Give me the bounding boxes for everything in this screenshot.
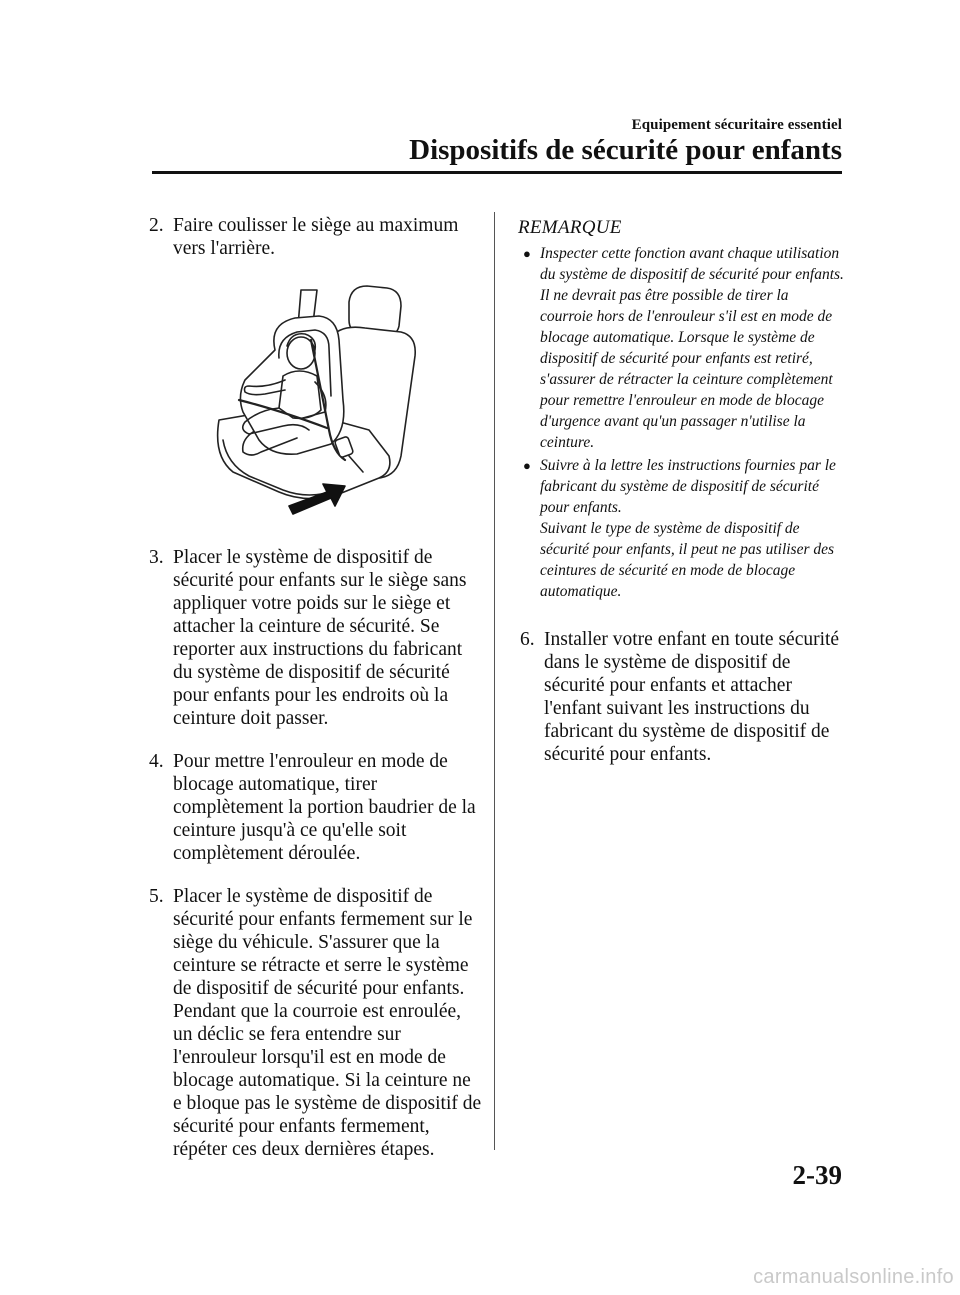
- page-number: 2-39: [792, 1160, 842, 1190]
- child-seat-illustration: [179, 280, 489, 522]
- bullet-icon: ●: [523, 458, 531, 473]
- note-item: [520, 243, 844, 453]
- column-divider: [494, 212, 495, 1150]
- step-6: [520, 628, 844, 766]
- step-3: [149, 546, 484, 730]
- step-text: Installer votre enfant en toute sécurité dans le système de dispositif de sécurité pour enfants et attacher l'enfant suivant les instructions du fabricant du système de dispositif de sécurité pour enfants.: [544, 629, 840, 765]
- bullet-icon: ●: [523, 246, 531, 261]
- note-item: [520, 455, 844, 602]
- header-divider: [152, 171, 842, 174]
- step-5: [149, 885, 484, 1161]
- section-subtitle: Equipement sécuritaire essentiel: [631, 117, 842, 133]
- step-text: Placer le système de dispositif de sécurité pour enfants fermement sur le siège du véhicule. S'assurer que la ceinture se rétracte et serre le système de dispositif de sécurité pour enfants. Pendant que la courroie est enroulée, un déclic se fera entendre sur l'enrouleur lorsqu'il est en mode de blocage automatique. Si la ceinture ne e bloque pas le système de dispositif de sécurité pour enfants fermement, répéter ces deux dernières étapes.: [173, 886, 482, 1160]
- step-4: [149, 750, 484, 865]
- step-number: 6.: [520, 629, 535, 650]
- step-number: 2.: [149, 215, 164, 236]
- step-text: Pour mettre l'enrouleur en mode de blocage automatique, tirer complètement la portion baudrier de la ceinture jusqu'à ce qu'elle soit complètement déroulée.: [173, 751, 476, 864]
- step-text: Placer le système de dispositif de sécurité pour enfants sur le siège sans appliquer votre poids sur le siège et attacher la ceinture de sécurité. Se reporter aux instructions du fabricant du système de dispositif de sécurité pour enfants pour les endroits où la ceinture doit passer.: [173, 547, 467, 729]
- note-text: Suivant le type de système de dispositif de sécurité pour enfants, il peut ne pas utiliser des ceintures de sécurité en mode de blocage automatique.: [540, 520, 835, 600]
- left-column: [149, 214, 484, 1181]
- watermark: carmanualsonline.info: [753, 1266, 954, 1288]
- step-number: 3.: [149, 547, 164, 568]
- step-2: [149, 214, 484, 260]
- note-text: Suivre à la lettre les instructions fournies par le fabricant du système de dispositif de sécurité pour enfants.: [540, 457, 836, 516]
- page-title: Dispositifs de sécurité pour enfants: [409, 134, 842, 166]
- note-list: [520, 243, 844, 602]
- step-number: 5.: [149, 886, 164, 907]
- note-heading: REMARQUE: [518, 217, 622, 238]
- step-text: Faire coulisser le siège au maximum vers l'arrière.: [173, 215, 459, 259]
- note-text: Inspecter cette fonction avant chaque utilisation du système de dispositif de sécurité pour enfants. Il ne devrait pas être possible de tirer la courroie hors de l'enrouleur s'il est en mode de blocage automatique. Lorsque le système de dispositif de sécurité pour enfants est retiré, s'assurer de rétracter la ceinture complètement pour remettre l'enrouleur en mode de blocage d'urgence avant qu'un passager n'utilise la ceinture.: [540, 245, 844, 451]
- step-number: 4.: [149, 751, 164, 772]
- right-column: [520, 214, 844, 786]
